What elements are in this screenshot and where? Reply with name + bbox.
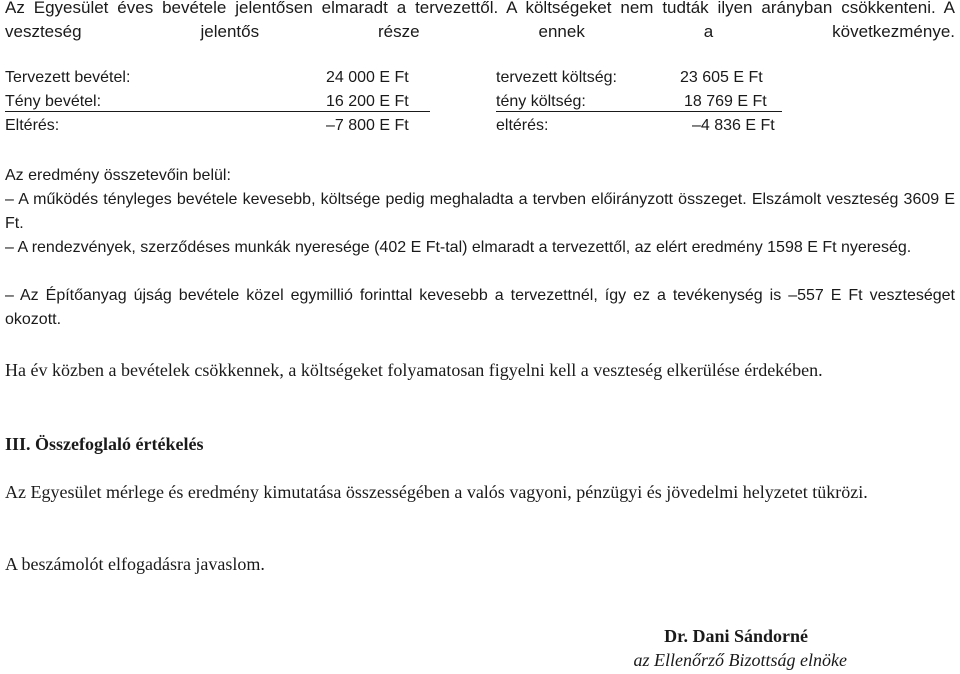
closing-sentence: A beszámolót elfogadásra javaslom.: [5, 554, 265, 574]
table-row: [0, 90, 960, 114]
signature-title: az Ellenőrző Bizottság elnöke: [633, 650, 847, 670]
difference-cost-label: eltérés:: [496, 117, 549, 134]
recommendation-paragraph: Ha év közben a bevételek csökkennek, a költségeket folyamatosan figyelni kell a veszteség elkerülése érdekében.: [5, 360, 823, 380]
summary-paragraph: Az Egyesület mérlege és eredmény kimutatása összességében a valós vagyoni, pénzügyi és jövedelmi helyzetet tükrözi.: [5, 482, 868, 502]
actual-cost-label: tény költség:: [496, 93, 586, 110]
actual-income-value: 16 200 E Ft: [326, 93, 409, 110]
section-title: III. Összefoglaló értékelés: [5, 434, 204, 454]
row-divider-right: [496, 111, 782, 112]
table-row: [0, 114, 960, 138]
actual-income-label: Tény bevétel:: [5, 93, 102, 110]
planned-income-label: Tervezett bevétel:: [5, 69, 131, 86]
table-row: [0, 66, 960, 90]
difference-income-value: –7 800 E Ft: [326, 117, 409, 134]
components-heading: Az eredmény összetevőin belül:: [5, 167, 231, 184]
component-item-events: – A rendezvények, szerződéses munkák nyeresége (402 E Ft-tal) elmaradt a tervezettől, az elért eredmény 1598 E Ft nyereség.: [5, 239, 912, 256]
income-cost-summary-table: [0, 66, 960, 146]
difference-income-label: Eltérés:: [5, 117, 60, 134]
row-divider-left: [5, 111, 430, 112]
difference-cost-value: –4 836 E Ft: [692, 117, 775, 134]
signature-name: Dr. Dani Sándorné: [664, 626, 808, 646]
planned-income-value: 24 000 E Ft: [326, 69, 409, 86]
intro-paragraph: Az Egyesület éves bevétele jelentősen elmaradt a tervezettől. A költségeket nem tudták ilyen arányban csökkenteni. A veszteség jelentős része ennek a következménye.: [5, 0, 955, 41]
component-item-operations: – A működés tényleges bevétele kevesebb, költsége pedig meghaladta a tervben előirányzott összeget. Elszámolt veszteség 3609 E Ft.: [5, 191, 955, 232]
planned-cost-value: 23 605 E Ft: [680, 69, 763, 86]
planned-cost-label: tervezett költség:: [496, 69, 617, 86]
actual-cost-value: 18 769 E Ft: [684, 93, 767, 110]
component-item-magazine: – Az Építőanyag újság bevétele közel egymillió forinttal kevesebb a tervezettnél, így ez a tevékenység is –557 E Ft veszteséget okozott.: [5, 287, 955, 328]
